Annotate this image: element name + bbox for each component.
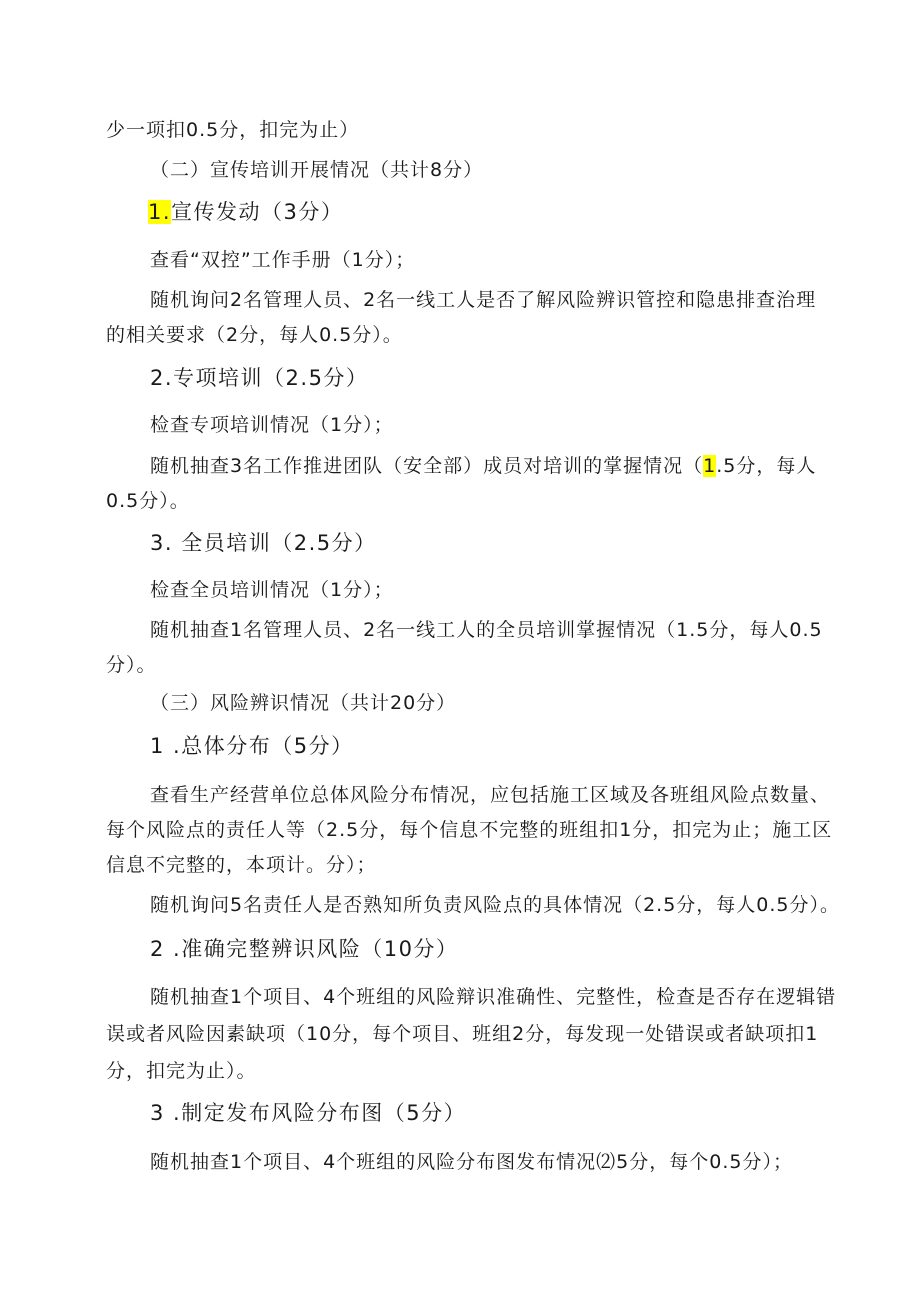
highlighted-text: 1 bbox=[703, 455, 717, 477]
text-line bbox=[150, 454, 816, 478]
text-line: 信息不完整的，本项计。分）； bbox=[106, 854, 377, 876]
text-line: 少一项扣0.5分，扣完为止） bbox=[106, 119, 360, 141]
subsection-heading bbox=[148, 200, 343, 224]
subsection-heading: 3. 全员培训（2.5分） bbox=[150, 531, 377, 555]
text-line: 随机询问5名责任人是否熟知所负责风险点的具体情况（2.5分，每人0.5分）。 bbox=[150, 894, 841, 916]
text-segment: 随机抽查3名工作推进团队（安全部）成员对培训的掌握情况（ bbox=[150, 455, 704, 477]
section-heading: （三）风险辨识情况（共计20分） bbox=[150, 692, 457, 714]
text-line: 随机询问2名管理人员、2名一线工人是否了解风险辨识管控和隐患排查治理 bbox=[150, 289, 817, 311]
highlighted-text: 1. bbox=[148, 200, 172, 224]
text-line: 分）。 bbox=[106, 654, 157, 676]
subsection-title: 宣传发动（3分） bbox=[171, 200, 344, 224]
text-line: 的相关要求（2分，每人0.5分）。 bbox=[106, 324, 403, 346]
text-line: 随机抽查1名管理人员、2名一线工人的全员培训掌握情况（1.5分，每人0.5 bbox=[150, 619, 823, 641]
text-line: 随机抽查1个项目、4个班组的风险分布图发布情况⑵5分，每个0.5分）； bbox=[150, 1151, 793, 1173]
text-line: 分，扣完为止）。 bbox=[106, 1060, 257, 1082]
text-line: 0.5分）。 bbox=[106, 490, 190, 512]
subsection-heading: 2 .准确完整辨识风险（10分） bbox=[150, 937, 459, 961]
text-line: 检查专项培训情况（1分）； bbox=[150, 414, 394, 436]
text-line: 随机抽查1个项目、4个班组的风险辩识准确性、完整性，检查是否存在逻辑错 bbox=[150, 986, 837, 1008]
section-heading: （二）宣传培训开展情况（共计8分） bbox=[150, 159, 484, 181]
text-segment: .5分，每人 bbox=[716, 455, 817, 477]
text-line: 查看“双控”工作手册（1分）； bbox=[150, 249, 416, 271]
subsection-heading: 1 .总体分布（5分） bbox=[150, 734, 354, 758]
text-line: 检查全员培训情况（1分）； bbox=[150, 579, 394, 601]
text-line: 查看生产经营单位总体风险分布情况，应包括施工区域及各班组风险点数量、 bbox=[150, 784, 831, 806]
subsection-heading: 3 .制定发布风险分布图（5分） bbox=[150, 1101, 467, 1125]
text-line: 每个风险点的责任人等（2.5分，每个信息不完整的班组扣1分，扣完为止；施工区 bbox=[106, 819, 833, 841]
text-line: 误或者风险因素缺项（10分，每个项目、班组2分，每发现一处错误或者缺项扣1 bbox=[106, 1023, 819, 1045]
subsection-heading: 2.专项培训（2.5分） bbox=[150, 366, 369, 390]
